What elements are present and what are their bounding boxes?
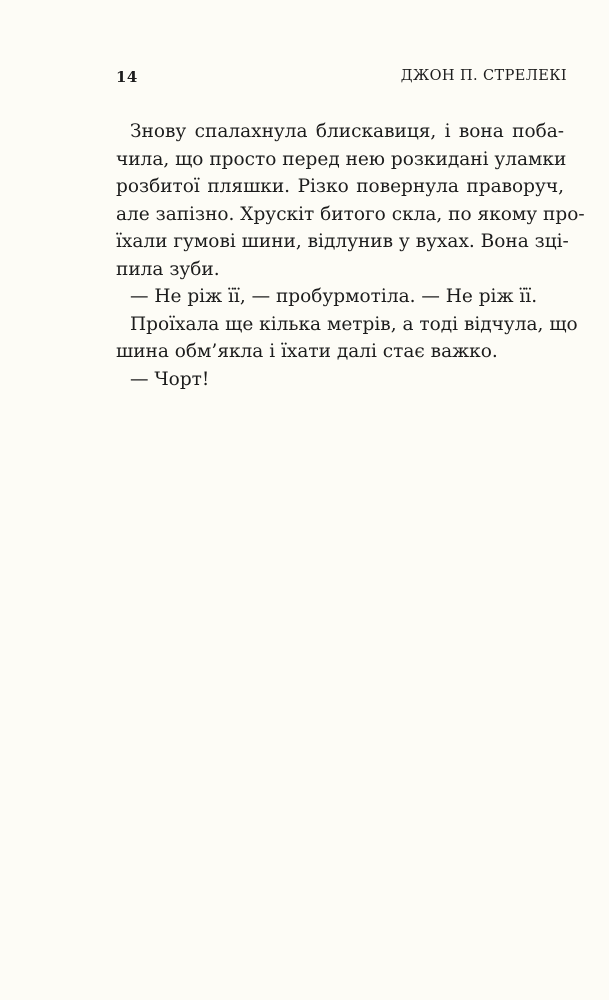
text-line: але запізно. Хрускіт битого скла, по якому про- bbox=[116, 203, 585, 225]
text-line: Знову спалахнула блискавиця, і вона поба- bbox=[130, 121, 564, 142]
text-line: Проїхала ще кілька метрів, а тоді відчула, що bbox=[130, 313, 578, 335]
text-line: пила зуби. bbox=[116, 258, 220, 280]
paragraph bbox=[116, 311, 578, 366]
running-head: ДЖОН П. СТРЕЛЕКІ bbox=[400, 68, 567, 84]
text-line: — Не ріж її, — пробурмотіла. — Не ріж її. bbox=[130, 286, 538, 307]
dialogue-paragraph bbox=[116, 283, 564, 311]
text-line: їхали гумові шини, відлунив у вухах. Вона зці- bbox=[116, 231, 569, 252]
text-line: — Чорт! bbox=[130, 368, 210, 390]
text-line: розбитої пляшки. Різко повернула праворуч, bbox=[116, 176, 564, 197]
paragraph bbox=[116, 118, 585, 283]
page-number: 14 bbox=[116, 68, 138, 86]
text-line: чила, що просто перед нею розкидані уламки bbox=[116, 148, 567, 170]
body-text bbox=[116, 118, 585, 393]
text-line: шина обм’якла і їхати далі стає важко. bbox=[116, 341, 498, 362]
dialogue-paragraph bbox=[116, 366, 564, 394]
